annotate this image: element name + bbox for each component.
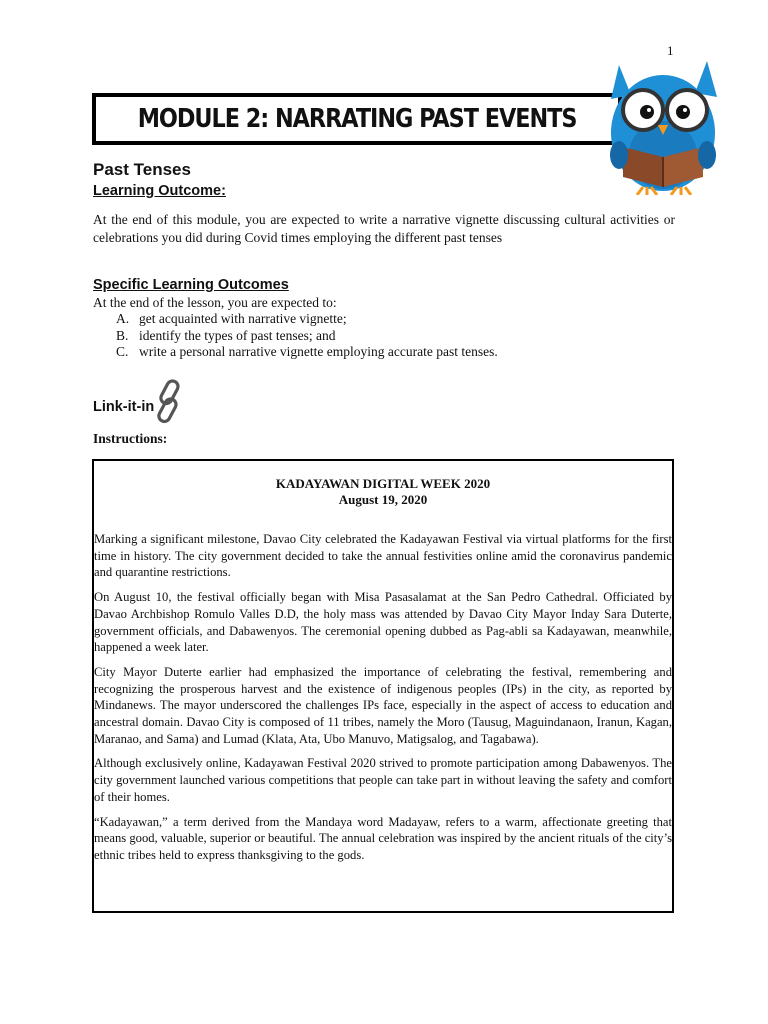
list-item-letter: A. — [116, 311, 130, 326]
list-item — [116, 328, 498, 345]
objectives-list — [116, 311, 498, 361]
chain-link-icon — [154, 378, 184, 426]
specific-outcomes-heading: Specific Learning Outcomes — [93, 277, 289, 293]
section-title: Past Tenses — [93, 160, 191, 179]
article-paragraph: “Kadayawan,” a term derived from the Mandaya word Madayaw, refers to a warm, affectionate greeting that means good, valuable, superior or beautiful. The annual celebration was inspired by the ancient rituals of the city’s ethnic tribes held to express thanksgiving to the gods. — [94, 814, 672, 862]
learning-outcome-text: At the end of this module, you are expected to write a narrative vignette discussing cultural activities or celebrations you did during Covid times employing the different past tenses — [93, 212, 675, 245]
owl-reading-book-icon — [605, 55, 723, 195]
module-title: MODULE 2: NARRATING PAST EVENTS — [137, 104, 577, 134]
list-item — [116, 344, 498, 361]
article-date: August 19, 2020 — [338, 492, 428, 507]
specific-outcomes-intro: At the end of the lesson, you are expected to: — [93, 295, 337, 310]
article-title: KADAYAWAN DIGITAL WEEK 2020 — [275, 476, 491, 491]
article-paragraph: On August 10, the festival officially began with Misa Pasasalamat at the San Pedro Cathedral. Officiated by Davao Archbishop Romulo Valles D.D, the holy mass was attended by Davao City Mayor Inday Sara Duterte, government officials, and Dabawenyos. The ceremonial opening dubbed as Pag-abli sa Kadayawan, meanwhile, happened a week later. — [94, 590, 672, 655]
article-paragraph: City Mayor Duterte earlier had emphasized the importance of celebrating the festival, remembering and recognizing the prosperous harvest and the existence of indigenous peoples (IPs) in the city, as reported by Mindanews. The mayor underscored the challenges IPs face, especially in the aspect of access to education and ancestral domain. Davao City is composed of 11 tribes, namely the Moro (Tausug, Maguindanaon, Iranun, Kagan, Maranao, and Sama) and Lumad (Klata, Ata, Ubo Manuvo, Matigsalog, and Tagabawa). — [94, 664, 672, 746]
article-paragraph: Marking a significant milestone, Davao City celebrated the Kadayawan Festival via virtual platforms for the first time in history. The city government decided to take the annual festivities online amid the coronavirus pandemic and quarantine restrictions. — [94, 532, 672, 580]
article-box — [92, 459, 674, 913]
page-number: 1 — [667, 43, 674, 58]
article-body — [94, 531, 672, 872]
list-item-letter: C. — [116, 344, 129, 359]
list-item — [116, 311, 498, 328]
instructions-label: Instructions: — [93, 431, 168, 446]
link-it-in-heading: Link-it-in — [93, 399, 155, 415]
link-it-in-row — [93, 378, 184, 426]
module-title-box — [92, 93, 622, 145]
list-item-text: identify the types of past tenses; and — [139, 327, 336, 343]
list-item-letter: B. — [116, 327, 129, 343]
list-item-text: get acquainted with narrative vignette; — [139, 311, 347, 326]
article-paragraph: Although exclusively online, Kadayawan Festival 2020 strived to promote participation among Dabawenyos. The city government launched various competitions that people can take part in without leaving the safety and comfort of their homes. — [94, 756, 672, 804]
list-item-text: write a personal narrative vignette employing accurate past tenses. — [139, 344, 498, 359]
learning-outcome-heading: Learning Outcome: — [93, 183, 226, 199]
